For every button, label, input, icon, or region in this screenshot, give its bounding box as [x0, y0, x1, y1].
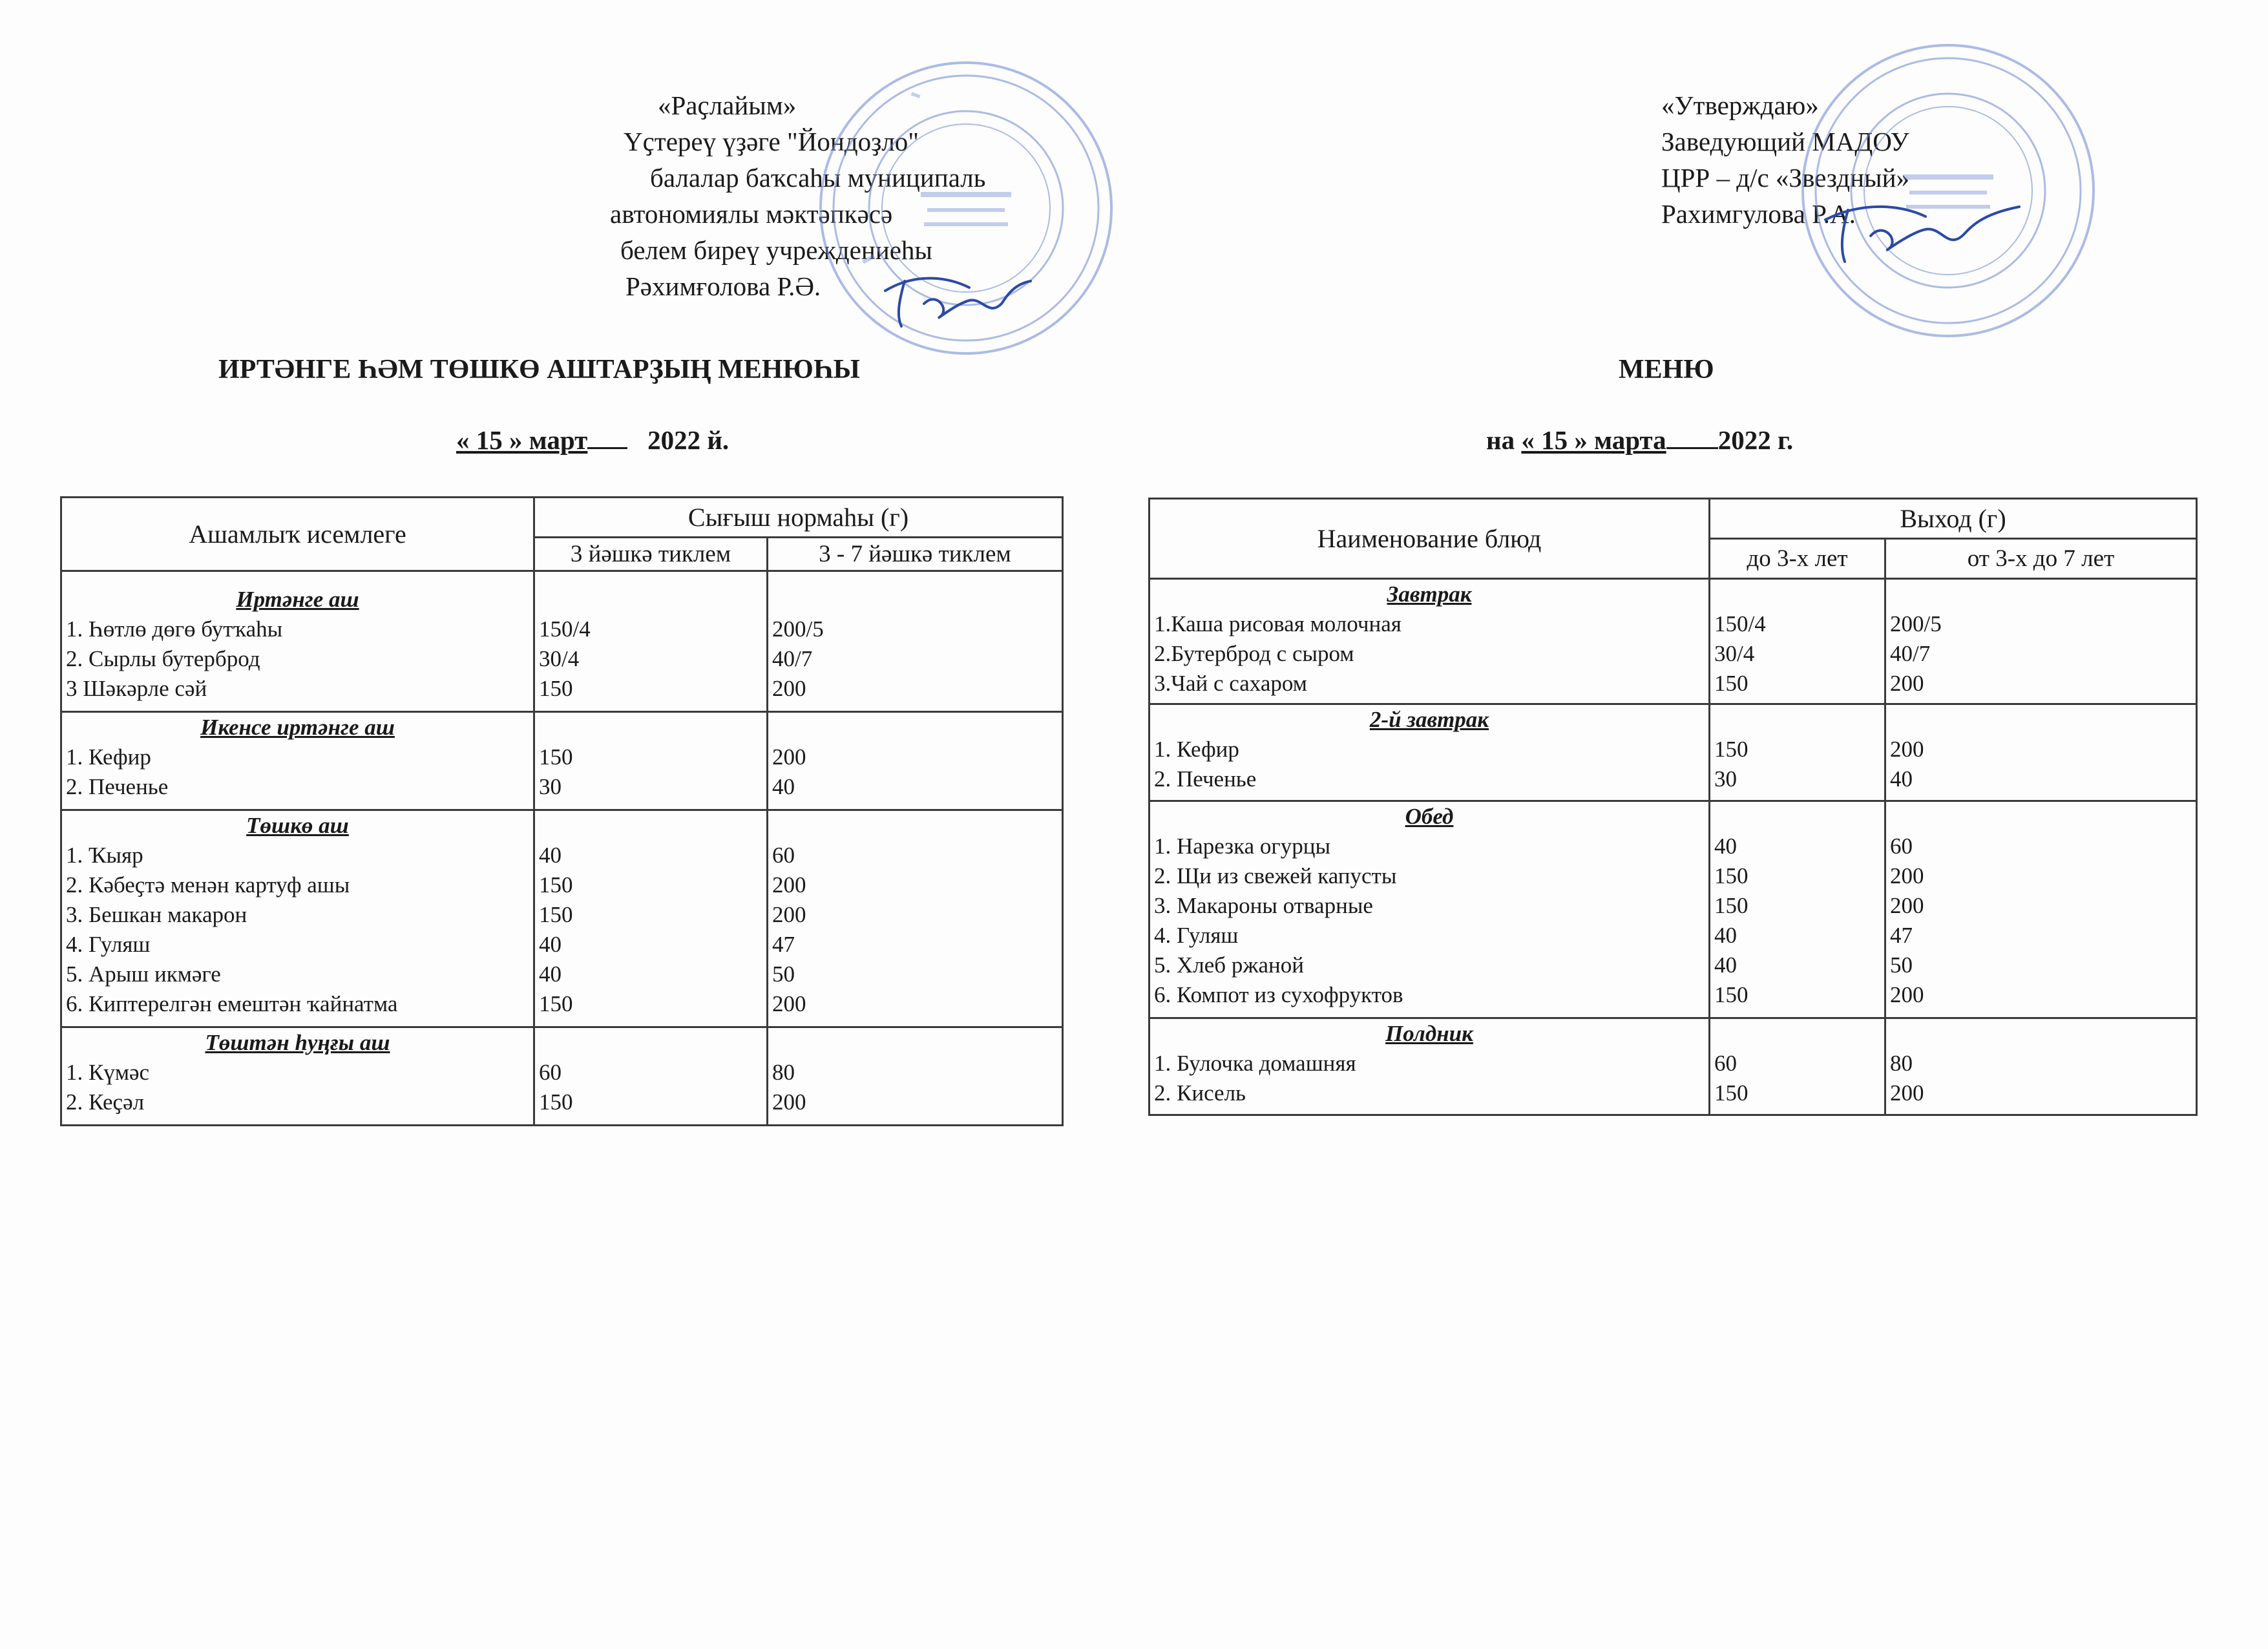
value-young: 150	[1714, 671, 1748, 696]
value-young: 150	[539, 676, 573, 701]
value-old: 200/5	[772, 616, 824, 642]
right-seal-stamp	[1793, 36, 2103, 346]
dish-item: 6. Киптерелгән емештән ҡайнатма	[66, 991, 398, 1016]
dish-item: 3.Чай с сахаром	[1154, 671, 1307, 696]
right-menu-title: МЕНЮ	[1619, 355, 1714, 384]
value-young: 60	[1714, 1051, 1737, 1076]
dish-item: 5. Хлеб ржаной	[1154, 952, 1305, 978]
section-title: Төштән һуңғы аш	[205, 1030, 390, 1055]
value-young: 150	[539, 902, 573, 927]
value-old: 200	[772, 991, 806, 1016]
value-young: 30/4	[539, 646, 580, 671]
value-young: 40	[1714, 923, 1737, 948]
dish-item: 1. Нарезка огурцы	[1154, 834, 1330, 859]
section-title: Төшкө аш	[246, 813, 349, 838]
column-header-young: 3 йәшкә тиклем	[534, 538, 768, 571]
value-young: 150	[539, 1089, 573, 1115]
dish-item: 1. Ҡыяр	[66, 843, 143, 868]
column-header-dish: Наименование блюд	[1150, 499, 1710, 579]
value-young: 150	[539, 872, 573, 898]
left-date-day: « 15 » март	[456, 425, 588, 455]
value-old: 200	[772, 1089, 806, 1115]
table-row	[61, 810, 1063, 1027]
section-title: Иртәнге аш	[236, 587, 359, 612]
column-header-output: Сығыш нормаһы (г)	[534, 498, 1063, 538]
dish-item: 1. Күмәс	[66, 1060, 150, 1085]
dish-item: 2. Щи из свежей капусты	[1154, 863, 1397, 888]
value-young: 150	[1714, 863, 1748, 888]
value-young: 150	[1714, 737, 1748, 762]
value-old: 200	[772, 676, 806, 701]
value-young: 40	[539, 961, 562, 987]
value-young: 150	[539, 991, 573, 1016]
table-row	[1150, 579, 2197, 704]
right-approval-line: «Утверждаю»	[1661, 90, 1819, 120]
left-menu-date	[456, 425, 729, 456]
right-approval-line: Заведующий МАДОУ	[1661, 127, 1909, 156]
value-old: 40/7	[1890, 641, 1931, 666]
table-row	[1150, 704, 2197, 801]
value-old: 200/5	[1890, 611, 1942, 636]
left-signature	[879, 265, 1034, 336]
dish-item: 2. Кисель	[1154, 1080, 1246, 1106]
value-old: 200	[1890, 893, 1924, 918]
value-old: 40	[1890, 766, 1913, 792]
value-old: 200	[1890, 737, 1924, 762]
value-young: 60	[539, 1060, 562, 1085]
value-old: 200	[1890, 671, 1924, 696]
value-young: 30	[539, 774, 562, 799]
dish-item: 3. Макароны отварные	[1154, 893, 1373, 918]
section-title: Обед	[1405, 804, 1454, 829]
right-signature	[1819, 194, 2026, 271]
dish-item: 2. Печенье	[1154, 766, 1257, 792]
value-old: 47	[1890, 923, 1913, 948]
table-row	[1150, 1018, 2197, 1115]
value-young: 40	[1714, 834, 1737, 859]
dish-item: 2. Сырлы бутерброд	[66, 646, 260, 671]
right-date-year: 2022 г.	[1717, 425, 1794, 455]
value-old: 200	[772, 744, 806, 770]
value-old: 200	[772, 872, 806, 898]
value-young: 150	[1714, 893, 1748, 918]
value-old: 47	[772, 932, 795, 957]
right-date-prefix: на	[1486, 425, 1515, 455]
value-young: 40	[1714, 952, 1737, 978]
right-approval-line: Рахимгулова Р.А.	[1661, 199, 1856, 229]
dish-item: 2. Печенье	[66, 774, 169, 799]
right-menu-table	[1148, 498, 2198, 1116]
value-young: 30	[1714, 766, 1737, 792]
table-row	[1150, 801, 2197, 1018]
column-header-dish: Ашамлыҡ исемлеге	[61, 498, 534, 571]
section-title: 2-й завтрак	[1369, 707, 1489, 732]
value-old: 50	[1890, 952, 1913, 978]
dish-item: 1. Кефир	[66, 744, 151, 770]
dish-item: 1. Кефир	[1154, 737, 1239, 762]
left-approval-line: автономиялы мәктәпкәсә	[610, 199, 893, 229]
value-old: 60	[772, 843, 795, 868]
column-header-young: до 3-х лет	[1710, 539, 1885, 579]
value-old: 60	[1890, 834, 1913, 859]
dish-item: 3. Бешкан макарон	[66, 902, 247, 927]
left-approval-line: Үҫтереү үҙәге "Йондоҙло"	[624, 127, 919, 156]
column-header-old: от 3-х до 7 лет	[1885, 539, 2197, 579]
column-header-output: Выход (г)	[1710, 499, 2197, 539]
value-young: 150/4	[539, 616, 591, 642]
section-title: Завтрак	[1387, 582, 1472, 607]
value-young: 150	[1714, 1080, 1748, 1106]
table-row	[61, 571, 1063, 712]
value-old: 200	[1890, 982, 1924, 1007]
dish-item: 1. Һөтлө дөгө бутҡаһы	[66, 616, 283, 642]
value-young: 40	[539, 843, 562, 868]
column-header-old: 3 - 7 йәшкә тиклем	[768, 538, 1063, 571]
right-menu-date	[1486, 425, 1793, 456]
left-menu-title: ИРТӘНГЕ ҺӘМ ТӨШКӨ АШТАРҘЫҢ МЕНЮҺЫ	[218, 355, 860, 384]
value-young: 150/4	[1714, 611, 1766, 636]
value-old: 40/7	[772, 646, 813, 671]
section-title: Икенсе иртәнге аш	[200, 715, 395, 740]
value-old: 200	[772, 902, 806, 927]
value-old: 200	[1890, 1080, 1924, 1106]
left-approval-line: белем биреү учреждениеһы	[620, 235, 932, 265]
table-row	[61, 1027, 1063, 1126]
value-old: 40	[772, 774, 795, 799]
left-approval-line: Рәхимғолова Р.Ә.	[625, 271, 821, 301]
value-young: 150	[539, 744, 573, 770]
dish-item: 6. Компот из сухофруктов	[1154, 982, 1403, 1007]
dish-item: 1. Булочка домашняя	[1154, 1051, 1356, 1076]
value-young: 40	[539, 932, 562, 957]
left-menu-table	[60, 496, 1064, 1126]
value-old: 200	[1890, 863, 1924, 888]
left-approval-line: «Раҫлайым»	[658, 90, 797, 120]
dish-item: 2. Кеҫәл	[66, 1089, 145, 1115]
right-date-day: « 15 » марта	[1521, 425, 1666, 455]
left-approval-line: балалар баҡсаһы муниципаль	[650, 163, 986, 193]
value-old: 80	[772, 1060, 795, 1085]
dish-item: 4. Гуляш	[1154, 923, 1239, 948]
table-row	[61, 712, 1063, 810]
dish-item: 3 Шәкәрле сәй	[66, 676, 207, 701]
dish-item: 2.Бутерброд с сыром	[1154, 641, 1354, 666]
dish-item: 5. Арыш икмәге	[66, 961, 221, 987]
value-young: 150	[1714, 982, 1748, 1007]
value-old: 80	[1890, 1051, 1913, 1076]
dish-item: 2. Кәбеҫтә менән картуф ашы	[66, 872, 350, 898]
left-date-year: 2022 й.	[647, 425, 730, 455]
value-old: 50	[772, 961, 795, 987]
dish-item: 1.Каша рисовая молочная	[1154, 611, 1402, 636]
dish-item: 4. Гуляш	[66, 932, 151, 957]
section-title: Полдник	[1385, 1021, 1473, 1046]
value-young: 30/4	[1714, 641, 1755, 666]
right-approval-line: ЦРР – д/с «Звездный»	[1661, 163, 1910, 193]
